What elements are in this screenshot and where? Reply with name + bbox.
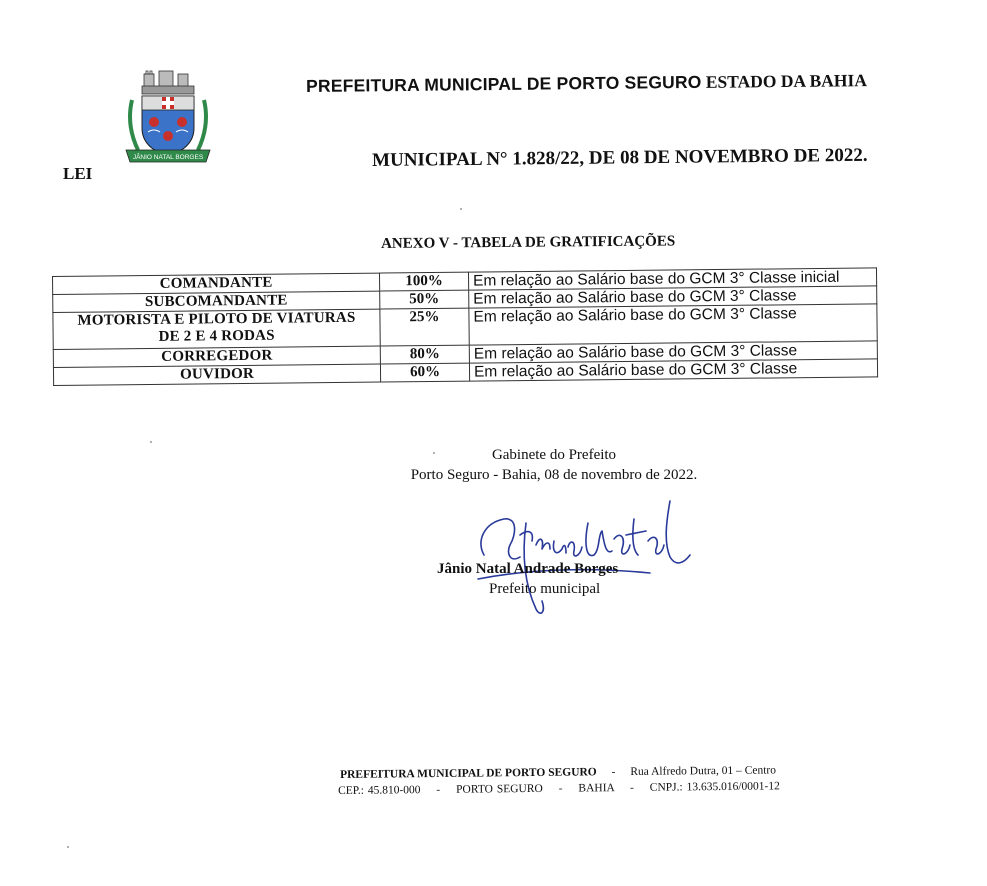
scan-speck [433,452,435,454]
footer-cep: CEP.: 45.810-000 [338,784,421,797]
role-cell-line-2: DE 2 E 4 RODAS [158,327,275,345]
footer-state: BAHIA [578,782,615,795]
footer-separator: - [436,783,441,796]
description-cell: Em relação ao Salário base do GCM 3° Classe [469,286,877,308]
footer-city: PORTO SEGURO [456,782,543,796]
role-cell: COMANDANTE [53,273,380,294]
annex-title: ANEXO V - TABELA DE GRATIFICAÇÕES [381,233,676,252]
description-cell: Em relação ao Salário base do GCM 3° Classe [469,359,877,381]
role-cell: CORREGEDOR [53,346,380,367]
footer-cnpj: CNPJ.: 13.635.016/0001-12 [649,780,780,794]
role-cell: SUBCOMANDANTE [53,291,380,312]
lei-number: MUNICIPAL N° 1.828/22, DE 08 DE NOVEMBRO DE 2022. [372,144,868,171]
scan-speck [460,208,462,210]
role-cell-line-1: MOTORISTA E PILOTO DE VIATURAS [77,309,356,329]
percent-cell: 25% [380,308,469,346]
scan-speck [150,441,152,443]
description-cell: Em relação ao Salário base do GCM 3° Classe [469,341,877,363]
header-title-municipality: PREFEITURA MUNICIPAL DE PORTO SEGURO [306,71,702,96]
footer-separator: - [558,782,563,795]
footer-separator: - [611,766,616,779]
footer-address: Rua Alfredo Dutra, 01 – Centro [630,764,777,778]
handwritten-signature [470,483,700,623]
office-block [389,445,719,485]
signer-name: Jânio Natal Andrade Borges [437,561,619,577]
scan-speck [67,846,69,848]
gratification-table [52,267,878,386]
footer-separator: - [629,781,634,794]
percent-cell: 50% [380,290,469,309]
footer-line-1 [340,764,776,781]
office-date: Porto Seguro - Bahia, 08 de novembro de 2022. [410,467,698,483]
footer-org: PREFEITURA MUNICIPAL DE PORTO SEGURO [340,766,597,781]
lei-label: LEI [63,164,93,183]
coat-banner-text: JÂNIO NATAL BORGES [132,154,204,161]
description-cell: Em relação ao Salário base do GCM 3° Classe inicial [468,268,876,290]
signer-role: Prefeito municipal [489,581,601,597]
percent-cell: 60% [380,363,469,382]
coat-of-arms-logo [124,70,212,166]
header-title-state: ESTADO DA BAHIA [705,70,868,92]
footer-line-2 [338,780,780,797]
percent-cell: 100% [379,272,468,291]
role-cell [53,309,380,349]
header-title [306,69,946,97]
percent-cell: 80% [380,345,469,364]
office-name: Gabinete do Prefeito [491,447,617,463]
description-cell: Em relação ao Salário base do GCM 3° Classe [469,304,877,345]
role-cell: OUVIDOR [53,364,380,385]
